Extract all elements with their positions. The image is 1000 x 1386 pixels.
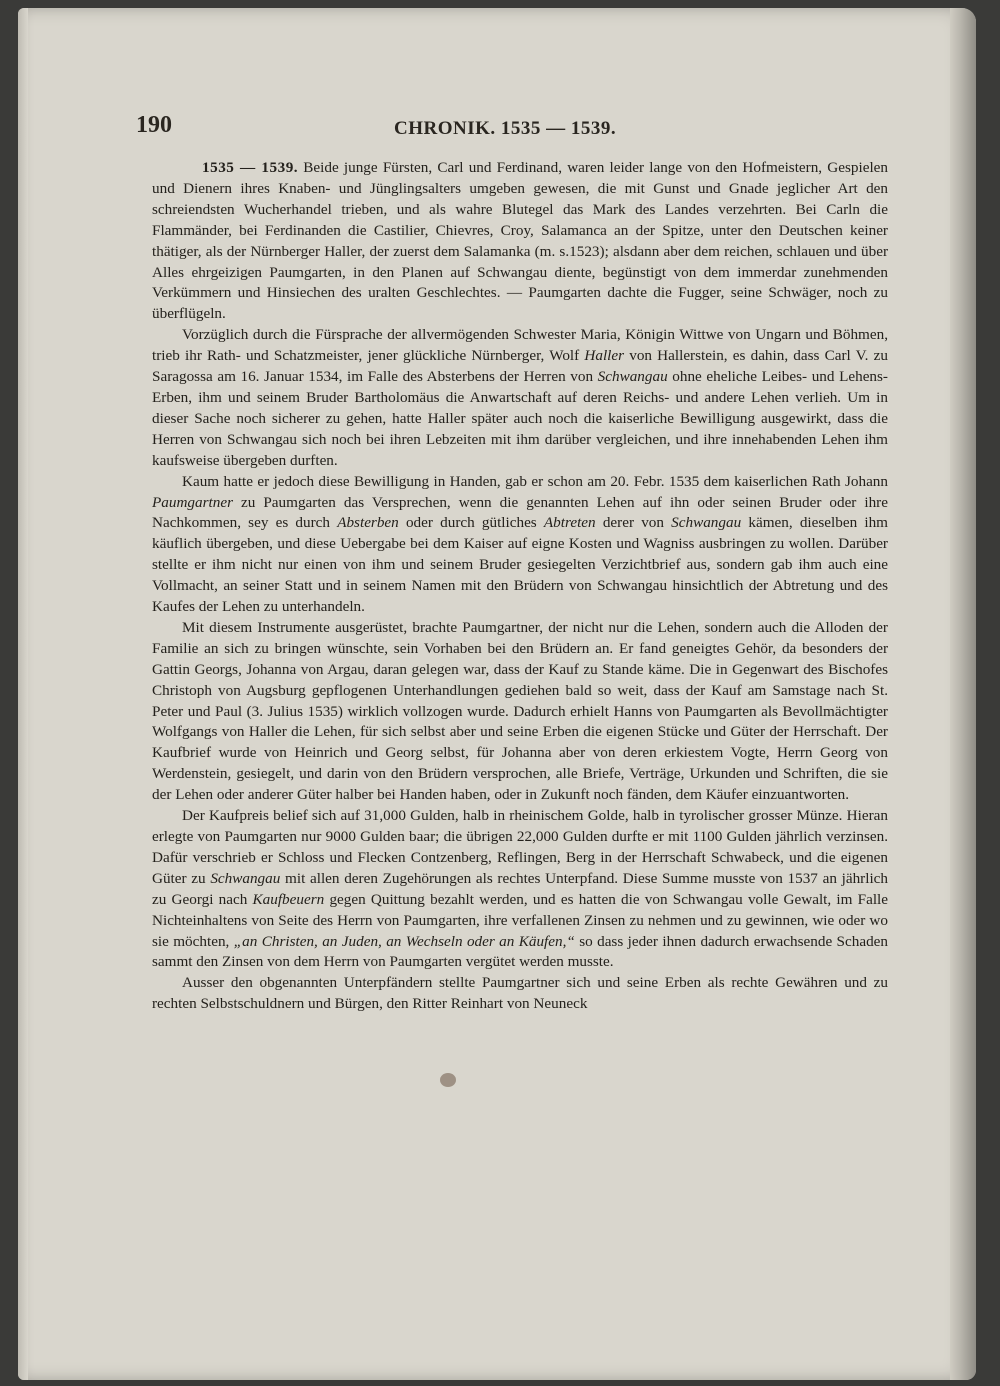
paragraph-1 — [152, 158, 888, 325]
running-title: CHRONIK. 1535 — 1539. — [394, 118, 617, 139]
paragraph-text: Mit diesem Instrumente ausgerüstet, brachte Paumgartner, der nicht nur die Lehen, sondern auch die Alloden der Familie an sich zu bringen wünschte, sein Vorhaben bei den Brüdern an. Er fand geneigtes Gehör, da besonders der Gattin Georgs, Johanna von Argau, daran gelegen war, dass der Kauf zu Stande käme. Die in Gegenwart des Bischofes Christoph von Augsburg gepflogenen Unterhandlungen gediehen bald so weit, dass der Kauf am Samstage nach St. Peter und Paul (3. Julius 1535) wirklich vollzogen wurde. Dadurch erhielt Hanns von Paumgarten als Bevollmächtigter Wolfgangs von Haller die Lehen, für sich selbst aber und seine Erben die eigenen Stücke und Güter der Herrschaft. Der Kaufbrief wurde von Heinrich und Georg selbst, für Johanna aber von deren erkiestem Vogte, Herrn Georg von Werdenstein, gesiegelt, und darin von den Brüdern versprochen, alle Briefe, Verträge, Urkunden und Schriften, die sie der Lehen oder anderer Güter halber bei Handen haben, oder in Zukunft noch fänden, dem Käufer einzuantworten. — [152, 618, 888, 804]
italic-name: Haller — [584, 347, 625, 365]
italic-name: Schwangau — [210, 869, 281, 887]
text-run: von Hallerstein, es dahin, dass Carl V. zu Saragossa am 16. Januar 1534, im Falle des Absterbens der Herren von — [152, 347, 888, 386]
italic-name: Kaufbeuern — [252, 890, 325, 908]
lead-date: 1535 — 1539. — [202, 159, 299, 176]
paragraph-3 — [152, 472, 888, 618]
paragraph-4 — [152, 618, 888, 806]
text-run: gegen Quittung bezahlt werden, und es hatten die von Schwangau volle Gewalt, im Falle Nichteinhaltens von Seite des Herrn von Paumgarten, ihre verfallenen Zinsen zu nehmen und zu gewinnen, wie oder wo sie möchten, — [152, 890, 888, 950]
page-number: 190 — [136, 112, 172, 138]
text-run: oder durch gütliches — [398, 514, 544, 532]
text-run: Der Kaufpreis belief sich auf 31,000 Gulden, halb in rheinischem Golde, halb in tyrolischer grosser Münze. Hieran erlegte von Paumgarten nur 9000 Gulden baar; die übrigen 22,000 Gulden durfte er mit 1100 Gulden jährlich verzinsen. Dafür verschrieb er Schloss und Flecken Contzenberg, Reflingen, Berg in der Herrschaft Schwabeck, und die eigenen Güter zu — [152, 807, 888, 887]
italic-quote: „an Christen, an Juden, an Wechseln oder an Käufen,“ — [233, 932, 575, 950]
italic-name: Paumgartner — [152, 493, 233, 511]
italic-term: Abtreten — [543, 514, 596, 532]
page-header — [136, 112, 876, 142]
italic-term: Absterben — [337, 514, 399, 532]
text-run: Vorzüglich durch die Fürsprache der allvermögenden Schwester Maria, Königin Wittwe von Ungarn und Böhmen, trieb ihr Rath- und Schatzmeister, jener glückliche Nürnberger, Wolf — [152, 326, 888, 365]
body-text — [152, 158, 888, 1015]
text-run: so dass jeder ihnen dadurch erwachsende Schaden sammt den Zinsen von dem Herrn von Paumgarten vergütet werden musste. — [152, 932, 889, 971]
page-gutter-shadow — [18, 8, 28, 1380]
italic-name: Schwangau — [671, 514, 742, 532]
paragraph-6 — [152, 973, 888, 1015]
text-run: ohne eheliche Leibes- und Lehens-Erben, ihm und seinem Bruder Bartholomäus die Anwartschaft auf deren Reichs- und andere Lehen verlieh. Um in dieser Sache noch sicherer zu gehen, hatte Haller später auch noch die kaiserliche Bewilligung ausgewirkt, dass die Herren von Schwangau sich noch bei ihren Lebzeiten mit ihm darüber vergleichen, und ihre innehabenden Lehen ihm kaufsweise übergeben durften. — [152, 368, 888, 469]
italic-name: Schwangau — [597, 368, 668, 386]
page-edge-shadow — [950, 8, 976, 1380]
ink-smudge — [440, 1073, 456, 1087]
text-run: derer von — [595, 514, 672, 532]
text-run: Kaum hatte er jedoch diese Bewilligung in Handen, gab er schon am 20. Febr. 1535 dem kaiserlichen Rath Johann — [182, 472, 888, 490]
paragraph-text: Ausser den obgenannten Unterpfändern stellte Paumgartner sich und seine Erben als rechte Gewähren und zu rechten Selbstschuldnern und Bürgen, den Ritter Reinhart von Neuneck — [152, 974, 888, 1013]
paragraph-text: Beide junge Fürsten, Carl und Ferdinand, waren leider lange von den Hofmeistern, Gespielen und Dienern ihres Knaben- und Jünglingsalters umgeben gewesen, die mit Gunst und Gnade jeglicher Art den schreiendsten Wucherhandel trieben, und als wahre Blutegel das Mark des Landes verzehrten. Bei Carln die Flammänder, bei Ferdinanden die Castilier, Chievres, Croy, Salamanca an der Spitze, unter den Deutschen keiner thätiger, als der Nürnberger Haller, der zuerst dem Salamanka (m. s.1523); alsdann aber dem reichen, schlauen und über Alles ehrgeizigen Paumgarten, in den Planen auf Schwangau diente, begünstigt von dem immerdar zunehmenden Verkümmern und Hinsiechen des uralten Geschlechtes. — Paumgarten dachte die Fugger, seine Schwäger, noch zu überflügeln. — [152, 159, 889, 323]
text-run: zu Paumgarten das Versprechen, wenn die genannten Lehen auf ihn oder seinen Bruder oder ihre Nachkommen, sey es durch — [152, 493, 888, 532]
book-page — [18, 8, 976, 1380]
text-run: kämen, dieselben ihm käuflich übergeben, und diese Uebergabe bei dem Kaiser auf eigne Kosten und Wagniss ausbringen zu wollen. Darüber stellte er ihm nicht nur einen von ihm und seinem Bruder gesiegelten Verzichtbrief aus, sondern gab ihm auch eine Vollmacht, an seiner Statt und in seinem Namen mit den Brüdern von Schwangau hinsichtlich der Abtretung und des Kaufes der Lehen zu unterhandeln. — [152, 514, 888, 616]
paragraph-5 — [152, 806, 888, 973]
paragraph-2 — [152, 325, 888, 471]
text-run: mit allen deren Zugehörungen als rechtes Unterpfand. Diese Summe musste von 1537 an jährlich zu Georgi nach — [152, 869, 888, 908]
